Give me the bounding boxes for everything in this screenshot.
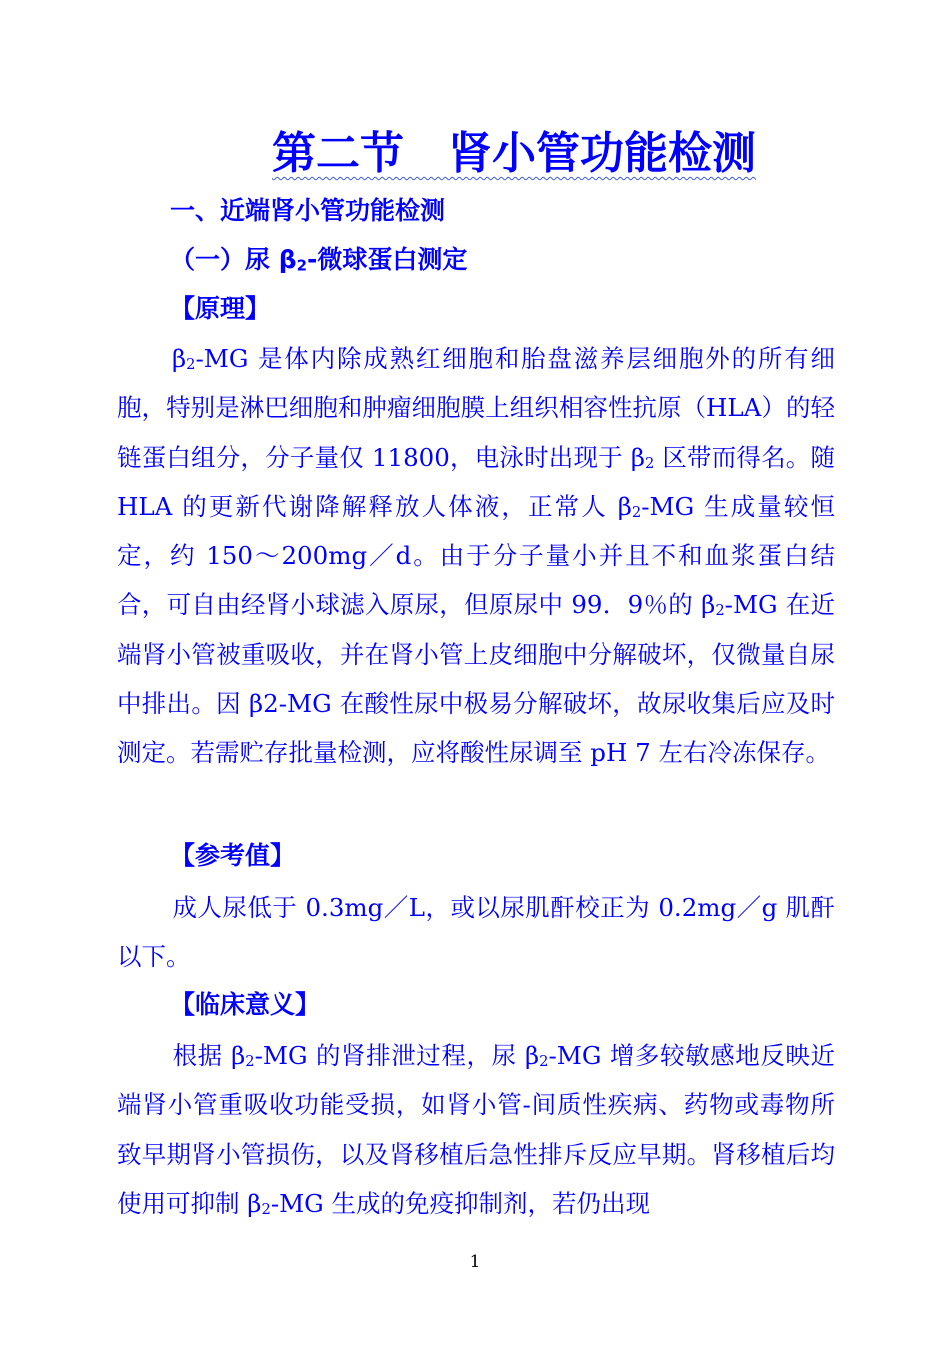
reference-text: 成人尿低于 0.3mg／L，或以尿肌酐校正为 0.2mg／g 肌酐以下。 (117, 893, 835, 972)
clinical-sub-3: 2 (261, 1201, 271, 1219)
clinical-heading: 【临床意义】 (170, 990, 321, 1019)
principle-sub-3: 2 (631, 504, 642, 522)
clinical-paragraph (117, 1031, 835, 1228)
section-heading: 一、近端肾小管功能检测 (170, 196, 446, 225)
principle-sub-2: 2 (645, 454, 655, 472)
page-title: 第二节 肾小管功能检测 (272, 128, 756, 179)
clinical-text-3: -MG 增多较敏感地反映近端肾小管重吸收功能受损，如肾小管-间质性疾病、药物或毒物所致早期肾小管损伤，以及肾移植后急性排斥反应早期。肾移植后均使用可抑制 β (117, 1041, 835, 1218)
clinical-text-4: -MG 生成的免疫抑制剂，若仍出现 (270, 1188, 651, 1218)
principle-sub-1: 2 (186, 356, 196, 374)
principle-paragraph (117, 334, 835, 778)
principle-text-1: β (172, 344, 187, 373)
subsection-heading-prefix: （一）尿 β (170, 245, 297, 274)
subsection-heading-suffix: -微球蛋白测定 (307, 245, 468, 274)
subsection-heading (170, 243, 467, 277)
subsection-heading-subscript: 2 (296, 256, 308, 275)
principle-text-5: -MG 在近端肾小管被重吸收，并在肾小管上皮细胞中分解破坏，仅微量自尿中排出。因 β2-MG 在酸性尿中极易分解破坏，故尿收集后应及时测定。若需贮存批量检测，应将酸性尿调至 pH 7 左右冷冻保存。 (117, 590, 835, 768)
reference-paragraph (117, 883, 835, 982)
principle-text-2: -MG 是体内除成熟红细胞和胎盘滋养层细胞外的所有细胞，特别是淋巴细胞和肿瘤细胞膜上组织相容性抗原（HLA）的轻链蛋白组分，分子量仅 11800，电泳时出现于 β (117, 344, 835, 472)
clinical-text-1: 根据 β (172, 1041, 246, 1070)
clinical-text-2: -MG 的肾排泄过程，尿 β (254, 1041, 540, 1070)
principle-text-3: 区带而得名。随 HLA 的更新代谢降解释放人体液，正常人 β (117, 442, 835, 521)
clinical-sub-1: 2 (245, 1053, 255, 1071)
clinical-sub-2: 2 (539, 1053, 549, 1071)
reference-heading: 【参考值】 (170, 841, 296, 870)
principle-sub-4: 2 (715, 602, 725, 620)
page-number: 1 (469, 1252, 481, 1272)
principle-heading: 【原理】 (170, 294, 271, 323)
principle-text-4: -MG 生成量较恒定，约 150～200mg／d。由于分子量小并且不和血浆蛋白结合，可自由经肾小球滤入原尿，但原尿中 99．9％的 β (117, 491, 835, 620)
